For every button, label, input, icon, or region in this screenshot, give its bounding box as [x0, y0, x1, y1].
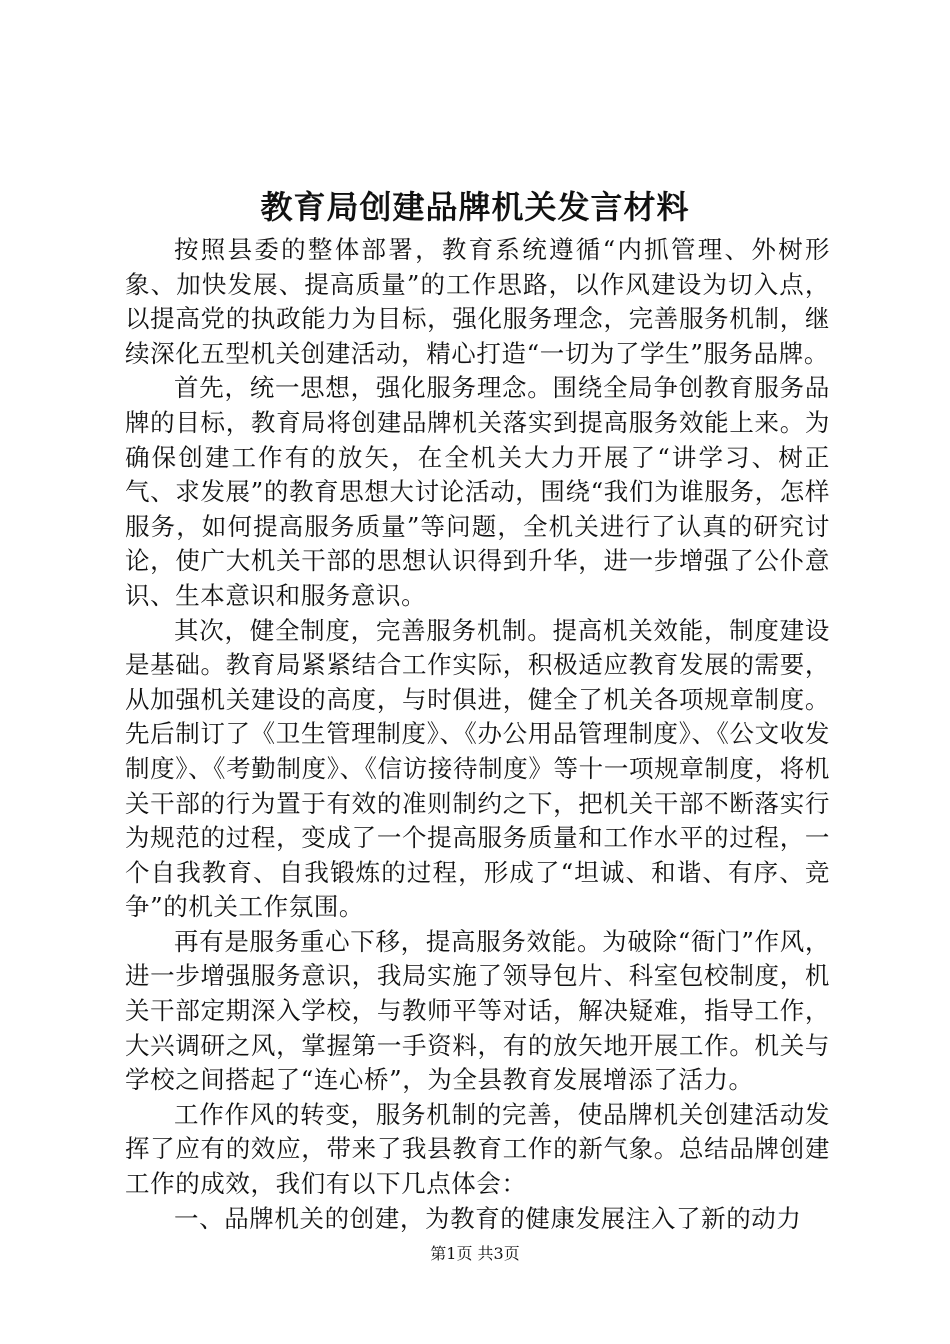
paragraph-third: 再有是服务重心下移，提高服务效能。为破除“衙门”作风，进一步增强服务意识，我局实施了领导包片、科室包校制度，机关干部定期深入学校，与教师平等对话，解决疑难，指导工作，大兴调研之风，掌握第一手资料，有的放矢地开展工作。机关与学校之间搭起了“连心桥”，为全县教育发展增添了活力。 [125, 926, 830, 1095]
paragraph-first: 首先，统一思想，强化服务理念。围绕全局争创教育服务品牌的目标，教育局将创建品牌机关落实到提高服务效能上来。为确保创建工作有的放矢，在全机关大力开展了“讲学习、树正气、求发展”的教育思想大讨论活动，围绕“我们为谁服务，怎样服务，如何提高服务质量”等问题，全机关进行了认真的研究讨论，使广大机关干部的思想认识得到升华，进一步增强了公仆意识、生本意识和服务意识。 [125, 373, 830, 610]
document-body [125, 233, 830, 1236]
paragraph-point-one: 一、品牌机关的创建，为教育的健康发展注入了新的动力 [174, 1203, 802, 1233]
document-title: 教育局创建品牌机关发言材料 [260, 188, 690, 226]
paragraph-summary: 工作作风的转变，服务机制的完善，使品牌机关创建活动发挥了应有的效应，带来了我县教育工作的新气象。总结品牌创建工作的成效，我们有以下几点体会： [125, 1099, 830, 1199]
paragraph-second: 其次，健全制度，完善服务机制。提高机关效能，制度建设是基础。教育局紧紧结合工作实际，积极适应教育发展的需要，从加强机关建设的高度，与时俱进，健全了机关各项规章制度。先后制订了《卫生管理制度》、《办公用品管理制度》、《公文收发制度》、《考勤制度》、《信访接待制度》等十一项规章制度，将机关干部的行为置于有效的准则制约之下，把机关干部不断落实行为规范的过程，变成了一个提高服务质量和工作水平的过程，一个自我教育、自我锻炼的过程，形成了“坦诚、和谐、有序、竞争”的机关工作氛围。 [125, 615, 830, 922]
page-number-footer: 第1页 共3页 [430, 1244, 520, 1263]
paragraph-intro: 按照县委的整体部署，教育系统遵循“内抓管理、外树形象、加快发展、提高质量”的工作思路，以作风建设为切入点，以提高党的执政能力为目标，强化服务理念，完善服务机制，继续深化五型机关创建活动，精心打造“一切为了学生”服务品牌。 [125, 235, 830, 368]
